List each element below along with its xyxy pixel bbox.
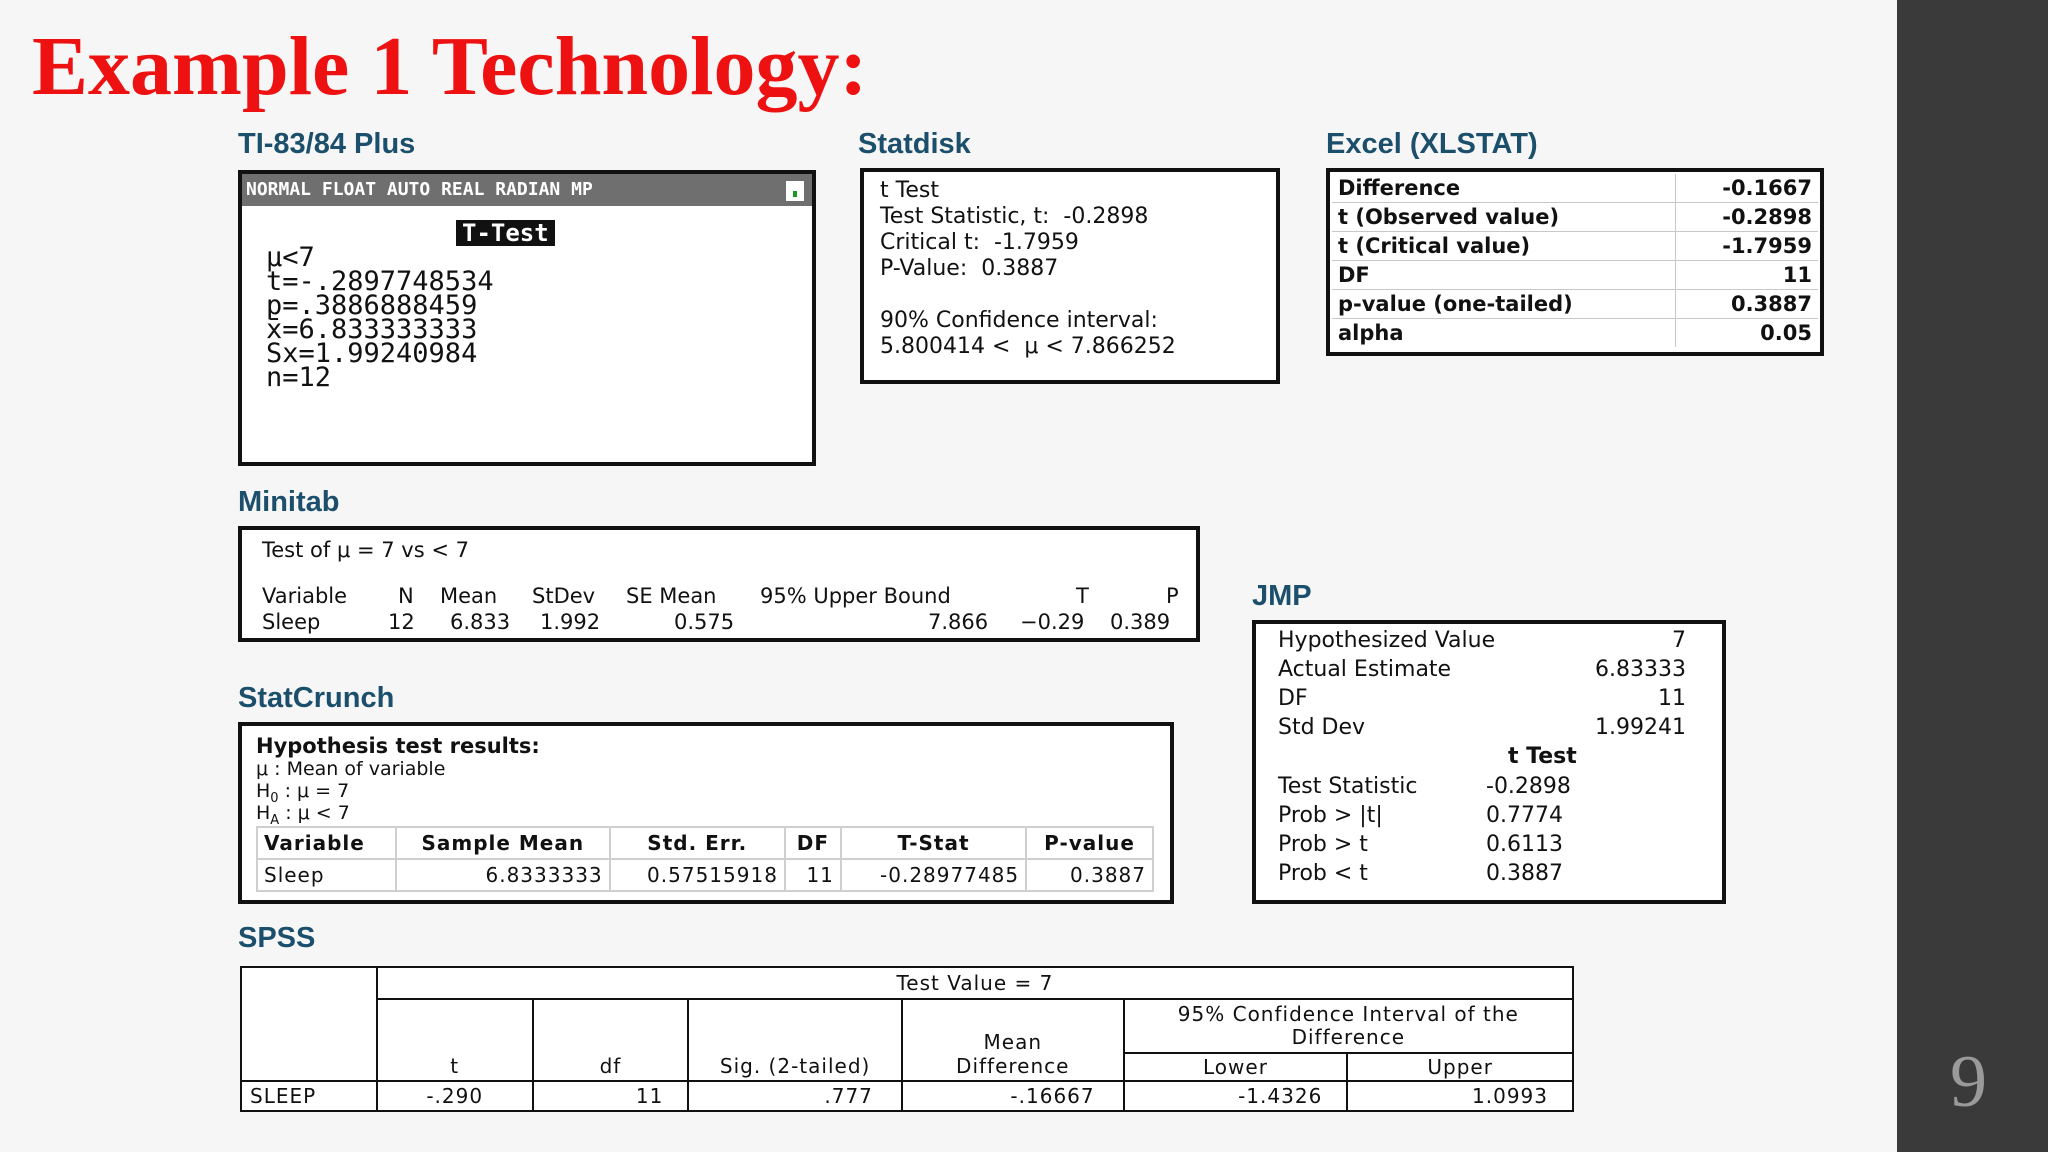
slide-title: Example 1 Technology: bbox=[32, 20, 868, 113]
minitab-cell: 1.992 bbox=[540, 610, 601, 634]
column-header: DF bbox=[785, 827, 841, 859]
minitab-test-line: Test of μ = 7 vs < 7 bbox=[262, 538, 469, 562]
jmp-section-title: t Test bbox=[1508, 744, 1577, 769]
table-cell: -1.4326 bbox=[1124, 1081, 1348, 1111]
minitab-cell: 0.389 bbox=[1110, 610, 1171, 634]
jmp-label: Prob > t bbox=[1278, 832, 1368, 857]
jmp-value: 11 bbox=[1658, 686, 1686, 711]
table-cell: -0.28977485 bbox=[841, 859, 1026, 891]
minitab-col: SE Mean bbox=[626, 584, 717, 608]
statdisk-line: 90% Confidence interval: bbox=[880, 308, 1158, 333]
table-cell: .777 bbox=[688, 1081, 902, 1111]
excel-label: t (Critical value) bbox=[1332, 232, 1676, 261]
minitab-cell: 7.866 bbox=[928, 610, 989, 634]
jmp-value: 0.6113 bbox=[1486, 832, 1563, 857]
minitab-cell: −0.29 bbox=[1020, 610, 1085, 634]
table-cell: Sleep bbox=[257, 859, 396, 891]
excel-label: DF bbox=[1332, 261, 1676, 290]
spss-col-t: t bbox=[377, 999, 533, 1081]
minitab-col: 95% Upper Bound bbox=[760, 584, 951, 608]
spss-col-sig: Sig. (2-tailed) bbox=[688, 999, 902, 1081]
table-row bbox=[241, 1081, 1573, 1111]
table-row bbox=[1332, 203, 1818, 232]
excel-value: 0.05 bbox=[1676, 319, 1818, 348]
minitab-box bbox=[238, 526, 1200, 642]
excel-header: Excel (XLSTAT) bbox=[1326, 128, 1538, 160]
ti-line: p=.3886888459 bbox=[266, 290, 478, 321]
column-header: Std. Err. bbox=[610, 827, 785, 859]
ti-line: n=12 bbox=[266, 362, 332, 393]
minitab-col: Variable bbox=[262, 584, 348, 608]
excel-table bbox=[1332, 174, 1818, 347]
statdisk-line: P-Value: 0.3887 bbox=[880, 256, 1059, 281]
statcrunch-table bbox=[256, 826, 1154, 892]
jmp-box bbox=[1252, 620, 1726, 904]
statdisk-line: 5.800414 < μ < 7.866252 bbox=[880, 334, 1176, 359]
jmp-label: Test Statistic bbox=[1278, 774, 1418, 799]
ti-header: TI-83/84 Plus bbox=[238, 128, 416, 160]
table-row bbox=[257, 859, 1153, 891]
spss-header: SPSS bbox=[238, 922, 316, 954]
jmp-label: Actual Estimate bbox=[1278, 657, 1452, 682]
table-row bbox=[1332, 290, 1818, 319]
excel-label: p-value (one-tailed) bbox=[1332, 290, 1676, 319]
minitab-cell: 0.575 bbox=[674, 610, 735, 634]
statdisk-header: Statdisk bbox=[858, 128, 971, 160]
statdisk-line: Test Statistic, t: -0.2898 bbox=[880, 204, 1149, 229]
ti-test-name: T-Test bbox=[456, 220, 555, 246]
statcrunch-ha bbox=[256, 802, 350, 828]
minitab-cell: 12 bbox=[388, 610, 415, 634]
jmp-label: Hypothesized Value bbox=[1278, 628, 1496, 653]
spss-col-ci: 95% Confidence Interval of the Difference bbox=[1124, 999, 1573, 1053]
excel-box bbox=[1326, 168, 1824, 356]
jmp-label: Std Dev bbox=[1278, 715, 1366, 740]
table-row bbox=[1332, 319, 1818, 348]
spss-corner bbox=[241, 967, 377, 1081]
table-cell: 0.57515918 bbox=[610, 859, 785, 891]
ti-line: μ<7 bbox=[266, 242, 315, 273]
ha-letter: H bbox=[256, 802, 271, 824]
table-row bbox=[1332, 232, 1818, 261]
statdisk-box bbox=[860, 168, 1280, 384]
jmp-value: 0.7774 bbox=[1486, 803, 1563, 828]
excel-label: alpha bbox=[1338, 321, 1404, 345]
h0-letter: H bbox=[256, 780, 271, 802]
column-header: T-Stat bbox=[841, 827, 1026, 859]
table-row bbox=[257, 827, 1153, 859]
minitab-col: StDev bbox=[532, 584, 596, 608]
jmp-value: 0.3887 bbox=[1486, 861, 1563, 886]
table-cell: 6.8333333 bbox=[396, 859, 610, 891]
spss-table bbox=[240, 966, 1574, 1112]
excel-value: -0.1667 bbox=[1676, 174, 1818, 203]
spss-col-mean-diff bbox=[902, 999, 1124, 1081]
ha-sub: A bbox=[270, 812, 280, 828]
right-sidebar bbox=[1897, 0, 2048, 1152]
ti-output bbox=[266, 242, 494, 393]
column-header: Variable bbox=[257, 827, 396, 859]
table-cell: SLEEP bbox=[241, 1081, 377, 1111]
excel-value: 11 bbox=[1676, 261, 1818, 290]
h0-text: : μ = 7 bbox=[278, 780, 350, 802]
minitab-col: N bbox=[398, 584, 414, 608]
spss-col-lower: Lower bbox=[1124, 1053, 1348, 1081]
h0-sub: 0 bbox=[270, 790, 279, 806]
spss-col-upper: Upper bbox=[1347, 1053, 1573, 1081]
table-row bbox=[241, 967, 1573, 999]
statcrunch-title: Hypothesis test results: bbox=[256, 734, 540, 758]
jmp-label: Prob < t bbox=[1278, 861, 1368, 886]
spss-test-value: Test Value = 7 bbox=[377, 967, 1573, 999]
minitab-col: P bbox=[1166, 584, 1179, 608]
column-header: P-value bbox=[1026, 827, 1153, 859]
minitab-col: Mean bbox=[440, 584, 498, 608]
jmp-label: Prob > |t| bbox=[1278, 803, 1383, 828]
table-cell: 11 bbox=[785, 859, 841, 891]
table-row bbox=[1332, 261, 1818, 290]
excel-label: t (Observed value) bbox=[1332, 203, 1676, 232]
jmp-value: 1.99241 bbox=[1595, 715, 1686, 740]
spss-col-df: df bbox=[533, 999, 689, 1081]
excel-value: -0.2898 bbox=[1676, 203, 1818, 232]
statcrunch-header: StatCrunch bbox=[238, 682, 395, 714]
ti-status-bar bbox=[242, 174, 812, 206]
table-cell: -.16667 bbox=[902, 1081, 1124, 1111]
statcrunch-mu: μ : Mean of variable bbox=[256, 758, 446, 780]
statdisk-line: Critical t: -1.7959 bbox=[880, 230, 1079, 255]
jmp-value: 7 bbox=[1672, 628, 1686, 653]
jmp-header: JMP bbox=[1252, 580, 1312, 612]
statdisk-line: t Test bbox=[880, 178, 939, 203]
excel-value: -1.7959 bbox=[1676, 232, 1818, 261]
minitab-header: Minitab bbox=[238, 486, 340, 518]
minitab-cell: 6.833 bbox=[450, 610, 511, 634]
minitab-col: T bbox=[1076, 584, 1089, 608]
table-row bbox=[1332, 174, 1818, 203]
ti-line: Sx=1.99240984 bbox=[266, 338, 478, 369]
statdisk-output bbox=[880, 178, 1176, 360]
jmp-value: -0.2898 bbox=[1486, 774, 1571, 799]
table-row bbox=[241, 999, 1573, 1053]
table-cell: -.290 bbox=[377, 1081, 533, 1111]
jmp-value: 6.83333 bbox=[1595, 657, 1686, 682]
statcrunch-box bbox=[238, 722, 1174, 904]
spss-col-mean-line2: Difference bbox=[956, 1054, 1070, 1078]
excel-label: Difference bbox=[1332, 174, 1676, 203]
table-cell: 11 bbox=[533, 1081, 689, 1111]
table-cell: 0.3887 bbox=[1026, 859, 1153, 891]
ha-text: : μ < 7 bbox=[279, 802, 350, 824]
minitab-cell: Sleep bbox=[262, 610, 321, 634]
statdisk-line bbox=[880, 282, 1176, 308]
column-header: Sample Mean bbox=[396, 827, 610, 859]
page-number: 9 bbox=[1950, 1041, 1987, 1123]
ti-screen bbox=[238, 170, 816, 466]
excel-value: 0.3887 bbox=[1676, 290, 1818, 319]
ti-status-text: NORMAL FLOAT AUTO REAL RADIAN MP bbox=[246, 179, 593, 200]
table-cell: 1.0993 bbox=[1347, 1081, 1573, 1111]
ti-line: x̄=6.833333333 bbox=[266, 314, 478, 345]
spss-col-mean-line1: Mean bbox=[983, 1030, 1043, 1054]
jmp-label: DF bbox=[1278, 686, 1308, 711]
battery-icon bbox=[786, 181, 804, 201]
ti-line: t=-.2897748534 bbox=[266, 266, 494, 297]
